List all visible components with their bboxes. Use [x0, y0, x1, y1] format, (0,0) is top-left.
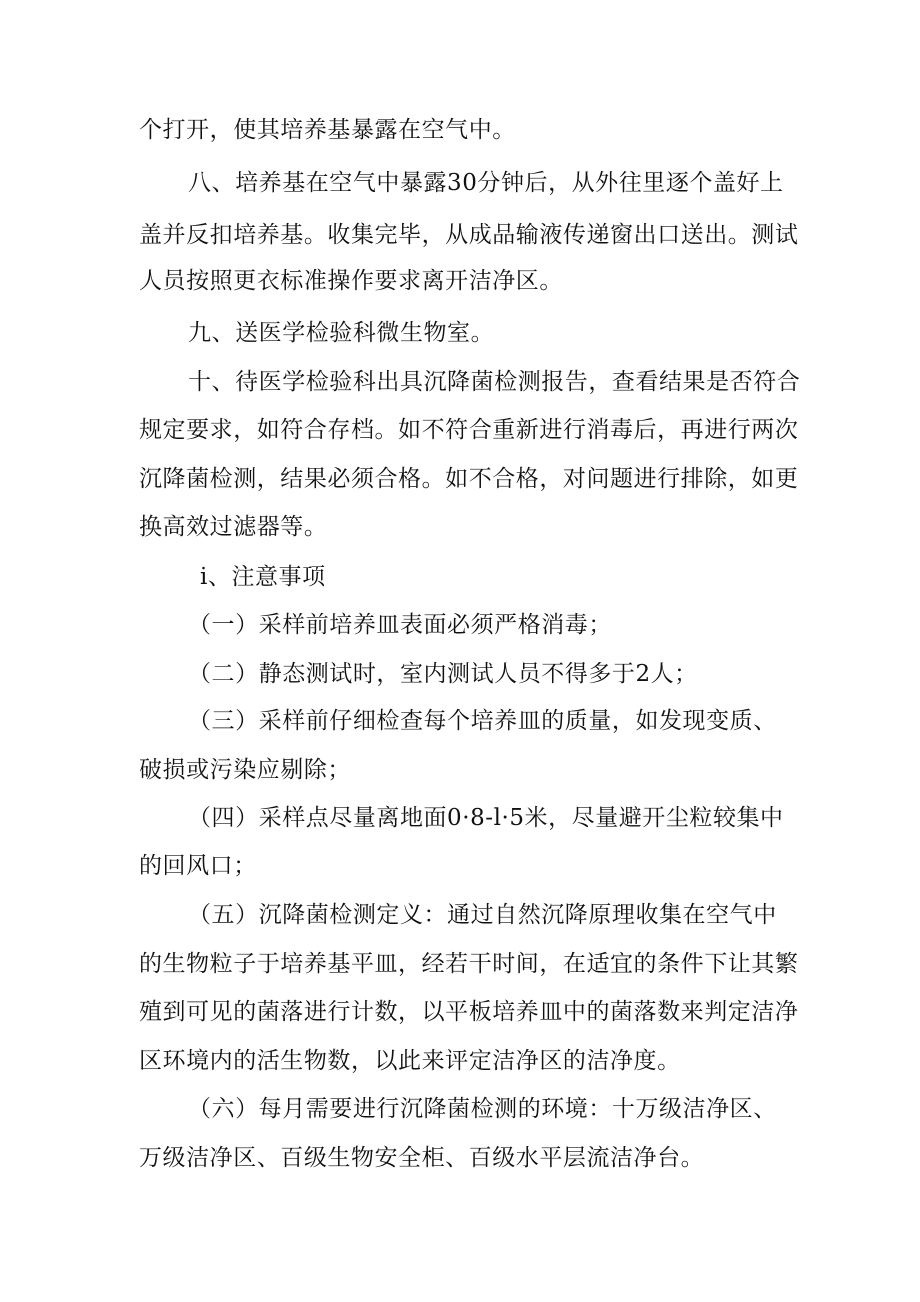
text-line: （六）每月需要进行沉降菌检测的环境：十万级洁净区、: [188, 1096, 777, 1122]
section-heading: i、注意事项: [200, 564, 326, 590]
text-line: （三）采样前仔细检查每个培养皿的质量，如发现变质、: [188, 708, 777, 734]
text-line: 换高效过滤器等。: [139, 514, 328, 540]
text-line: 的回风口；: [139, 853, 257, 879]
text-line: 区环境内的活生物数，以此来评定洁净区的洁净度。: [139, 1048, 681, 1074]
text-line: 万级洁净区、百级生物安全柜、百级水平层流洁净台。: [139, 1145, 705, 1171]
text-line: 九、送医学检验科微生物室。: [188, 320, 495, 346]
text-line: 八、培养基在空气中暴露30分钟后，从外往里逐个盖好上: [188, 170, 784, 196]
text-line: （五）沉降菌检测定义：通过自然沉降原理收集在空气中: [188, 902, 777, 928]
text-line: 盖并反扣培养基。收集完毕，从成品输液传递窗出口送出。测试: [139, 222, 799, 248]
text-line: 十、待医学检验科出具沉降菌检测报告，查看结果是否符合: [188, 369, 801, 395]
text-line: 破损或污染应剔除；: [139, 757, 351, 783]
text-line: 的生物粒子于培养基平皿，经若干时间，在适宜的条件下让其繁: [139, 951, 799, 977]
text-line: 个打开，使其培养基暴露在空气中。: [139, 117, 516, 143]
text-line: 沉降菌检测，结果必须合格。如不合格，对问题进行排除，如更: [139, 466, 799, 492]
text-line: 规定要求，如符合存档。如不符合重新进行消毒后，再进行两次: [139, 417, 799, 443]
text-line: 殖到可见的菌落进行计数，以平板培养皿中的菌落数来判定洁净: [139, 999, 799, 1025]
text-line: 人员按照更衣标准操作要求离开洁净区。: [139, 268, 563, 294]
text-line: （四）采样点尽量离地面0·8-l·5米，尽量避开尘粒较集中: [188, 805, 784, 831]
text-line: （一）采样前培养皿表面必须严格消毒；: [188, 612, 612, 638]
text-line: （二）静态测试时，室内测试人员不得多于2人；: [188, 661, 698, 687]
